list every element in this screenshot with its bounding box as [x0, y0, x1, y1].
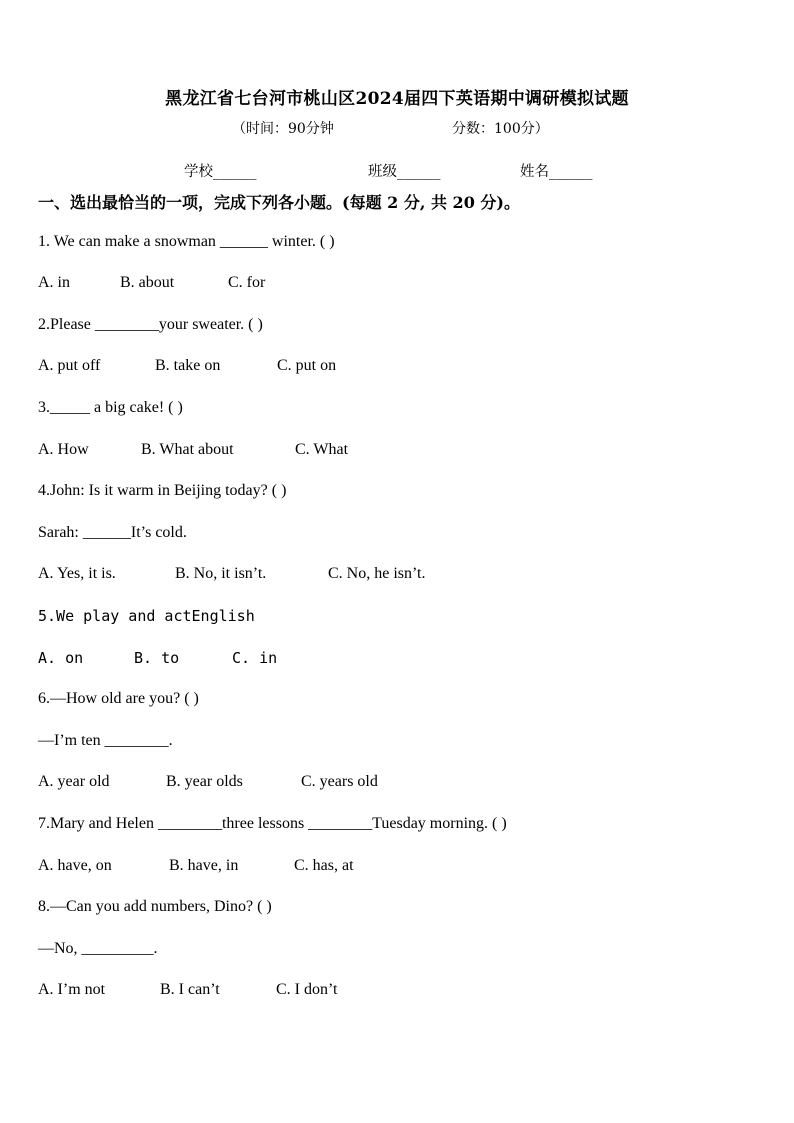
question-7-stem: 7.Mary and Helen ________three lessons ________Tuesday morning. ( )	[38, 815, 507, 832]
name-field: 姓名______	[520, 164, 593, 180]
question-2-stem: 2.Please ________your sweater. ( )	[38, 316, 263, 333]
option-a: A. in	[38, 274, 70, 291]
question-6-dialogue: —I’m ten ________.	[38, 732, 173, 749]
class-field: 班级______	[368, 164, 441, 180]
option-a: A. put off	[38, 357, 101, 374]
question-8-dialogue: —No, _________.	[38, 940, 158, 957]
option-c: C. No, he isn’t.	[328, 565, 426, 582]
option-a: A. year old	[38, 773, 110, 790]
option-b: B. take on	[155, 357, 221, 374]
option-c: C. has, at	[294, 857, 354, 874]
question-5-stem: 5.We play and actEnglish	[38, 607, 255, 625]
school-field: 学校______	[184, 164, 257, 180]
question-6-stem: 6.—How old are you? ( )	[38, 690, 199, 707]
option-a: A. have, on	[38, 857, 112, 874]
option-c: C. in	[232, 649, 278, 667]
question-8-stem: 8.—Can you add numbers, Dino? ( )	[38, 898, 272, 915]
option-b: B. year olds	[166, 773, 243, 790]
option-c: C. years old	[301, 773, 378, 790]
option-b: B. to	[134, 649, 180, 667]
option-b: B. about	[120, 274, 175, 291]
option-a: A. on	[38, 649, 84, 667]
option-c: C. What	[295, 441, 349, 458]
question-4-stem: 4.John: Is it warm in Beijing today? ( )	[38, 482, 287, 499]
question-4-dialogue: Sarah: ______It’s cold.	[38, 524, 187, 541]
option-c: C. I don’t	[276, 981, 338, 998]
option-b: B. No, it isn’t.	[175, 565, 267, 582]
option-b: B. What about	[141, 441, 234, 458]
section-heading: 一、选出最恰当的一项，完成下列各小题。(每题 2 分, 共 20 分)。	[38, 193, 520, 212]
option-b: B. I can’t	[160, 981, 220, 998]
question-3-stem: 3._____ a big cake! ( )	[38, 399, 183, 416]
exam-score: 分数：100分）	[452, 121, 549, 137]
exam-time: （时间：90分钟	[232, 121, 334, 137]
option-c: C. for	[228, 274, 266, 291]
option-a: A. Yes, it is.	[38, 565, 116, 582]
exam-title: 黑龙江省七台河市桃山区2024届四下英语期中调研模拟试题	[165, 89, 629, 109]
option-b: B. have, in	[169, 857, 239, 874]
option-a: A. I’m not	[38, 981, 106, 998]
option-c: C. put on	[277, 357, 337, 374]
question-1-stem: 1. We can make a snowman ______ winter. ( )	[38, 233, 335, 250]
option-a: A. How	[38, 441, 89, 458]
